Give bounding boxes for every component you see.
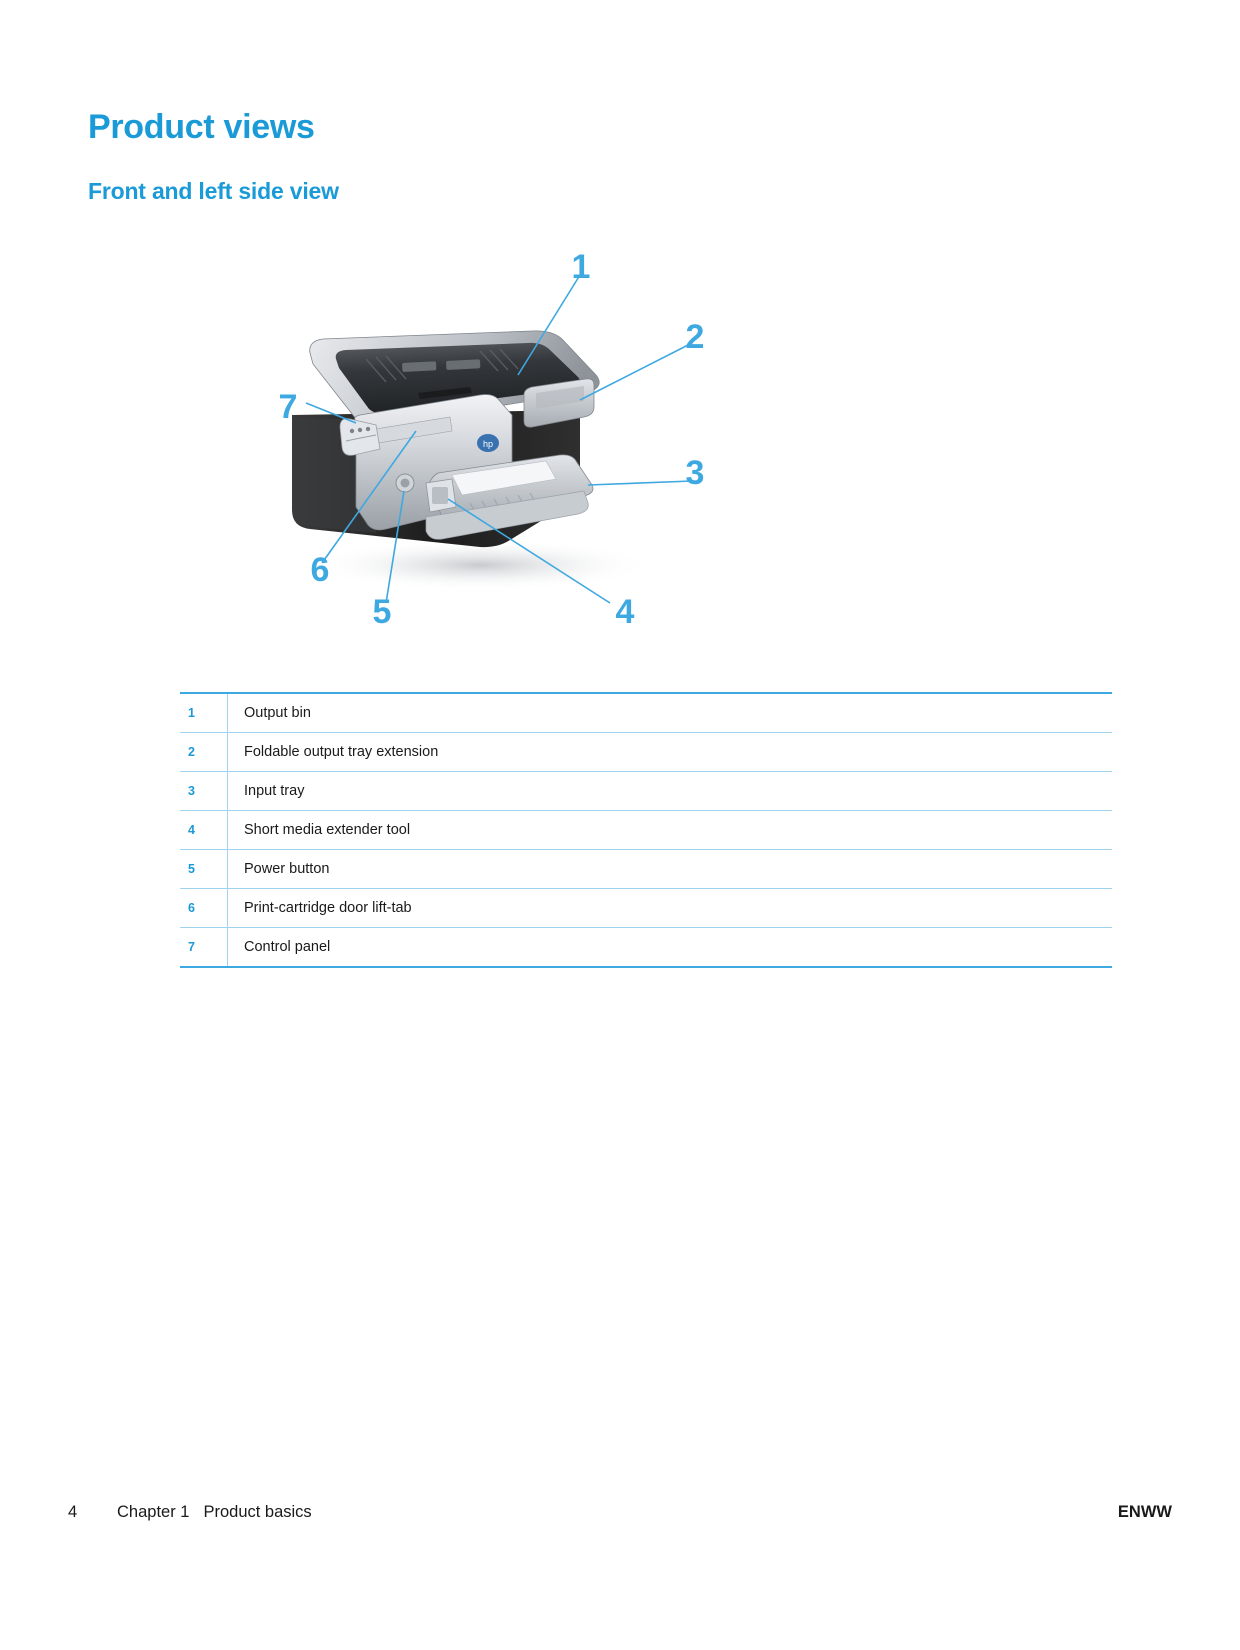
table-row [180,733,1112,772]
footer-page-number: 4 [68,1503,78,1521]
legend-number: 5 [180,850,228,888]
callout-1: 1 [571,248,591,286]
legend-number: 3 [180,772,228,810]
footer-right-label: ENWW [1117,1503,1172,1521]
section-title: Front and left side view [88,178,339,204]
footer-chapter: Chapter 1 [117,1503,190,1521]
legend-number: 1 [180,694,228,732]
callout-2: 2 [685,318,705,356]
legend-number: 2 [180,733,228,771]
legend-label: Output bin [244,705,311,721]
legend-label: Print-cartridge door lift-tab [244,900,412,916]
legend-number: 6 [180,889,228,927]
callout-3: 3 [685,454,705,492]
table-row [180,694,1112,733]
printer-illustration [180,235,880,645]
table-row [180,811,1112,850]
product-figure [180,235,880,645]
figure-legend-table [180,692,1112,968]
legend-number: 4 [180,811,228,849]
callout-7: 7 [278,388,298,426]
legend-label: Input tray [244,783,305,799]
legend-label: Control panel [244,939,331,955]
table-row [180,850,1112,889]
table-row [180,772,1112,811]
legend-label: Short media extender tool [244,822,411,838]
table-row [180,928,1112,968]
footer-chapter-title: Product basics [203,1503,312,1521]
callout-5: 5 [372,593,392,631]
legend-label: Foldable output tray extension [244,744,439,760]
callout-6: 6 [310,551,330,589]
table-row [180,889,1112,928]
page-title: Product views [88,108,315,146]
callout-4: 4 [615,593,635,631]
footer-left [68,1503,312,1522]
legend-number: 7 [180,928,228,966]
legend-label: Power button [244,861,330,877]
svg-text:hp: hp [482,439,494,449]
